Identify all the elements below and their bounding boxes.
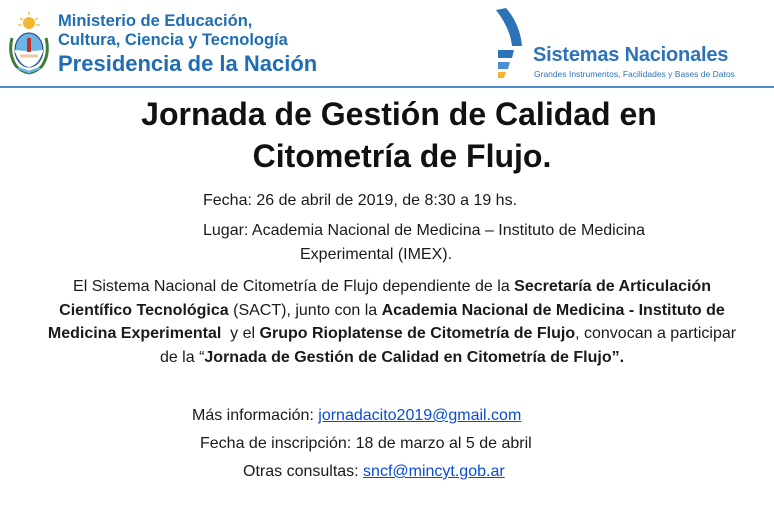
- description-row-4: [14, 346, 770, 370]
- ministry-line-1: Ministerio de Educación,: [58, 12, 253, 30]
- description-text: ”.: [611, 348, 625, 366]
- sistemas-nacionales-subtitle: Grandes Instrumentos, Facilidades y Bases de Datos: [534, 69, 735, 79]
- description-text: de la “: [159, 348, 205, 366]
- description-emphasis: Científico Tecnológica: [59, 301, 229, 319]
- ministry-name: [58, 12, 317, 77]
- other-queries-email-link[interactable]: sncf@mincyt.gob.ar: [363, 463, 505, 480]
- registration-date: Fecha de inscripción: 18 de marzo al 5 de abril: [200, 435, 532, 452]
- event-title: [0, 93, 774, 177]
- header-divider: [0, 86, 774, 88]
- description-emphasis: Jornada de Gestión de Calidad en Citometría de Flujo: [204, 348, 612, 366]
- event-title-line-1: Jornada de Gestión de Calidad en: [141, 96, 657, 132]
- event-location-line-1: Lugar: Academia Nacional de Medicina – Instituto de Medicina: [203, 222, 646, 239]
- description-emphasis: Academia Nacional de Medicina - Instituto de: [381, 301, 725, 319]
- description-emphasis: Grupo Rioplatense de Citometría de Flujo: [259, 325, 576, 342]
- description-row-2: [14, 299, 770, 323]
- more-info-line: [192, 405, 521, 427]
- description-text: y el: [221, 325, 260, 342]
- description-text: , convocan a participar: [575, 325, 737, 342]
- event-location-line-2: Experimental (IMEX).: [300, 246, 453, 263]
- description-row-1: [14, 275, 770, 299]
- ministry-line-3: Presidencia de la Nación: [58, 51, 318, 76]
- description-row-3: [14, 322, 770, 346]
- description-text: El Sistema Nacional de Citometría de Flujo dependiente de la: [73, 278, 515, 295]
- description-text: (SACT), junto con la: [228, 301, 382, 319]
- description-emphasis: Medicina Experimental: [47, 325, 222, 342]
- event-date: Fecha: 26 de abril de 2019, de 8:30 a 19 hs.: [203, 192, 518, 209]
- coat-of-arms-icon: [6, 10, 52, 76]
- header-banner: [0, 0, 774, 88]
- event-title-line-2: Citometría de Flujo.: [252, 138, 552, 174]
- other-queries-line: [243, 461, 505, 483]
- other-queries-label: Otras consultas:: [243, 463, 364, 480]
- more-info-email-link[interactable]: jornadacito2019@gmail.com: [318, 407, 522, 424]
- more-info-label: Más información:: [192, 407, 319, 424]
- description-emphasis: Secretaría de Articulación: [514, 278, 711, 295]
- ministry-line-2: Cultura, Ciencia y Tecnología: [58, 31, 288, 49]
- sistemas-nacionales-logo-icon: [492, 6, 528, 82]
- sistemas-nacionales-title: Sistemas Nacionales: [533, 44, 729, 66]
- event-description: [14, 275, 770, 369]
